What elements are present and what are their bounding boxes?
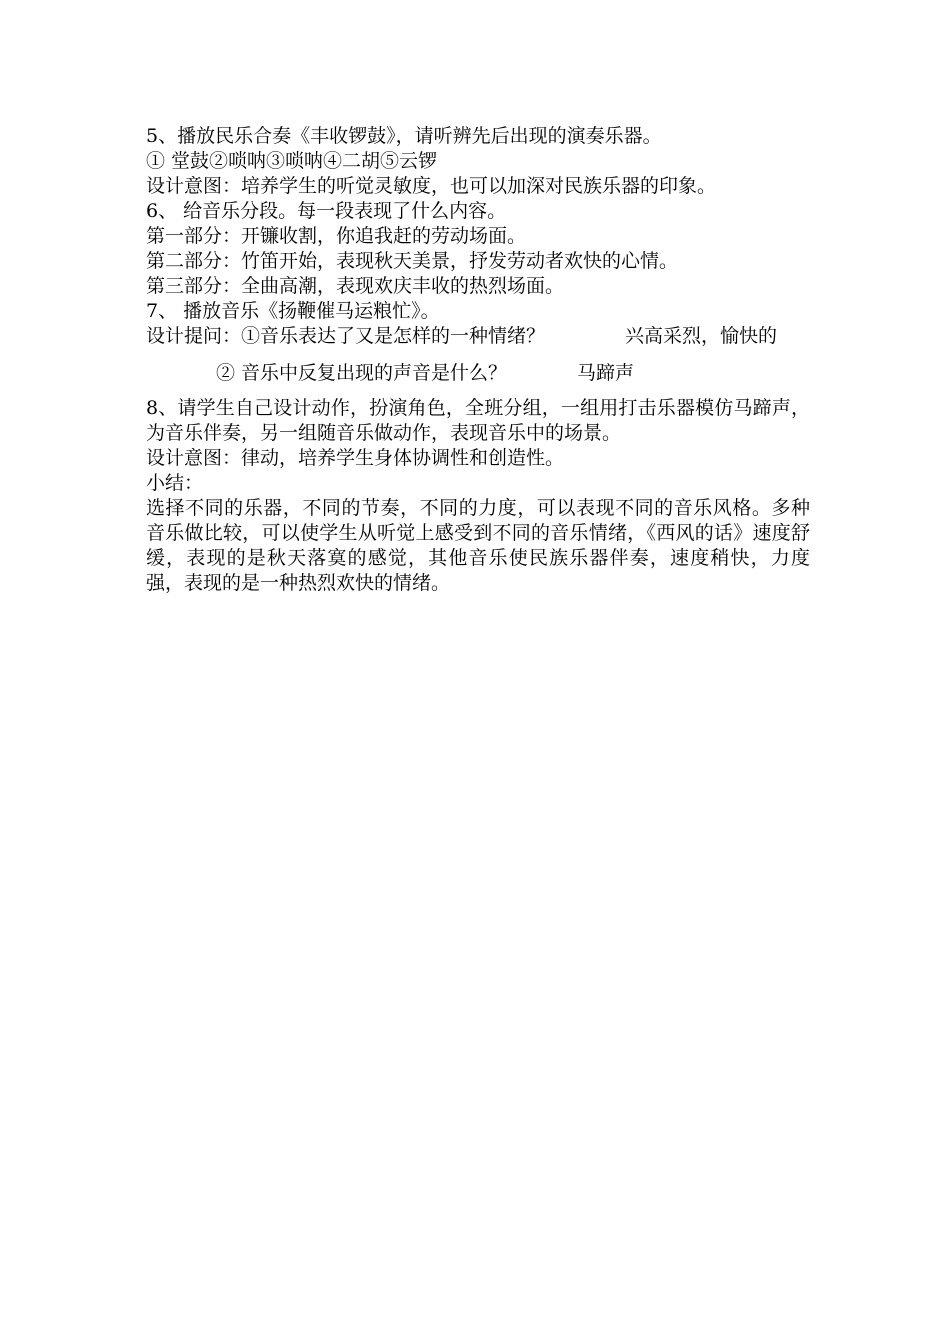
item8-text: 8、请学生自己设计动作，扮演角色，全班分组，一组用打击乐器模仿马蹄声，为音乐伴奏，另一组随音乐做动作，表现音乐中的场景。 xyxy=(146,397,810,444)
item7-q2-text: ② 音乐中反复出现的声音是什么？ xyxy=(216,362,508,384)
document-page xyxy=(146,124,810,596)
item7-a2-text: 马蹄声 xyxy=(577,362,635,384)
item6-part2: 第二部分：竹笛开始，表现秋天美景，抒发劳动者欢快的心情。 xyxy=(146,250,679,272)
summary-text: 选择不同的乐器，不同的节奏，不同的力度，可以表现不同的音乐风格。多种音乐做比较，可以使学生从听觉上感受到不同的音乐情绪，《西风的话》速度舒缓，表现的是秋天落寞的感觉，其他音乐使民族乐器伴奏，速度稍快，力度强，表现的是一种热烈欢快的情绪。 xyxy=(146,497,810,594)
item5-instruments: ① 堂鼓②唢呐③唢呐④二胡⑤云锣 xyxy=(146,150,438,172)
item7-a1-text: 兴高采烈，愉快的 xyxy=(625,325,778,347)
item5-intent: 设计意图：培养学生的听觉灵敏度，也可以加深对民族乐器的印象。 xyxy=(146,175,717,197)
summary-heading: 小结： xyxy=(146,472,204,494)
item5-title: 5、播放民乐合奏《丰收锣鼓》，请听辨先后出现的演奏乐器。 xyxy=(146,125,662,147)
item6-part3: 第三部分：全曲高潮，表现欢庆丰收的热烈场面。 xyxy=(146,275,565,297)
item8-intent: 设计意图：律动，培养学生身体协调性和创造性。 xyxy=(146,447,565,469)
item7-q1-text: 设计提问：①音乐表达了又是怎样的一种情绪？ xyxy=(146,325,546,347)
item7-question1 xyxy=(146,324,810,349)
item7-question2 xyxy=(146,361,810,386)
item6-title: 6、 给音乐分段。每一段表现了什么内容。 xyxy=(146,200,507,222)
item6-part1: 第一部分：开镰收割，你追我赶的劳动场面。 xyxy=(146,225,527,247)
item7-title: 7、 播放音乐《扬鞭催马运粮忙》。 xyxy=(146,300,440,322)
